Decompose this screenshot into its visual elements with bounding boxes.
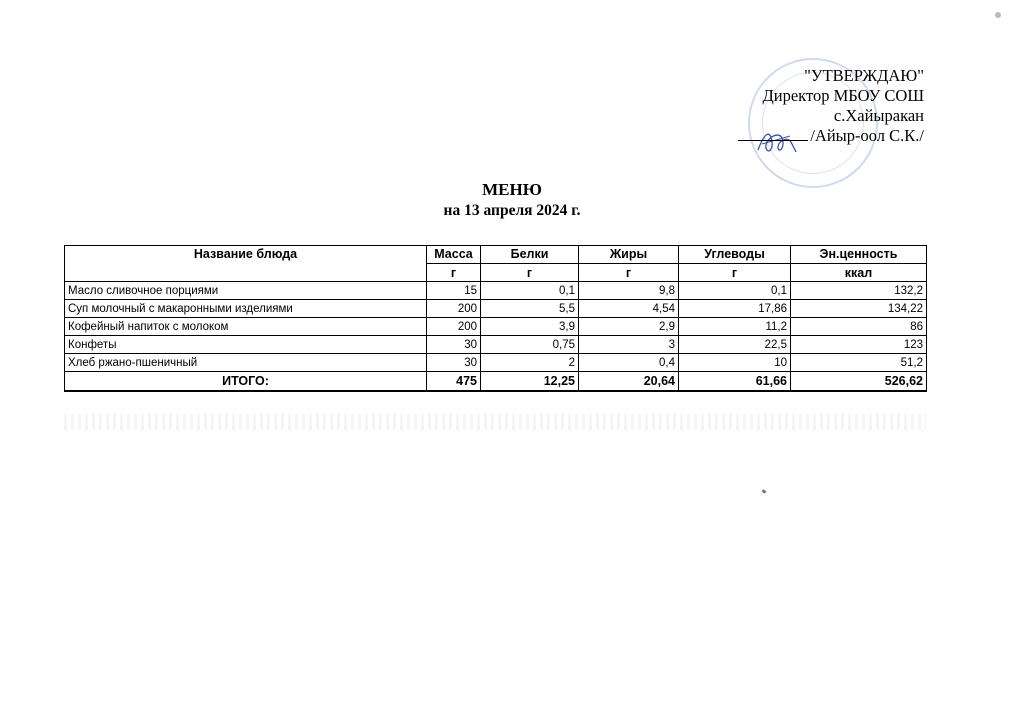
dish-protein: 2 xyxy=(481,354,579,372)
dish-protein: 0,1 xyxy=(481,282,579,300)
dish-protein: 3,9 xyxy=(481,318,579,336)
scan-texture xyxy=(64,414,926,430)
approval-signature-line xyxy=(738,126,924,146)
unit-mass: г xyxy=(427,264,481,282)
table-row xyxy=(65,318,927,336)
header-dish-name: Название блюда xyxy=(65,246,427,282)
unit-protein: г xyxy=(481,264,579,282)
dish-mass: 30 xyxy=(427,336,481,354)
table-row xyxy=(65,354,927,372)
total-label: ИТОГО: xyxy=(65,372,427,392)
menu-table xyxy=(64,245,927,392)
dish-energy: 132,2 xyxy=(791,282,927,300)
approval-name: /Айыр-оол С.К./ xyxy=(810,126,924,145)
dish-carbs: 22,5 xyxy=(679,336,791,354)
total-protein: 12,25 xyxy=(481,372,579,392)
dish-mass: 15 xyxy=(427,282,481,300)
dish-name: Масло сливочное порциями xyxy=(65,282,427,300)
dish-energy: 86 xyxy=(791,318,927,336)
dish-fat: 2,9 xyxy=(579,318,679,336)
page-subtitle: на 13 апреля 2024 г. xyxy=(443,202,581,219)
dish-mass: 200 xyxy=(427,300,481,318)
approval-heading: "УТВЕРЖДАЮ" xyxy=(804,66,924,85)
header-carbs: Углеводы xyxy=(679,246,791,264)
header-mass: Масса xyxy=(427,246,481,264)
total-row xyxy=(65,372,927,392)
dish-name: Суп молочный с макаронными изделиями xyxy=(65,300,427,318)
page-title: МЕНЮ xyxy=(482,180,542,199)
scan-mark xyxy=(762,489,767,494)
dish-energy: 123 xyxy=(791,336,927,354)
approval-location: с.Хайыракан xyxy=(833,106,924,125)
dish-protein: 5,5 xyxy=(481,300,579,318)
header-fat: Жиры xyxy=(579,246,679,264)
approval-block xyxy=(738,66,924,146)
header-protein: Белки xyxy=(481,246,579,264)
dish-carbs: 10 xyxy=(679,354,791,372)
scan-speck xyxy=(995,12,1001,18)
dish-carbs: 17,86 xyxy=(679,300,791,318)
dish-fat: 9,8 xyxy=(579,282,679,300)
table-row xyxy=(65,336,927,354)
dish-mass: 200 xyxy=(427,318,481,336)
dish-name: Хлеб ржано-пшеничный xyxy=(65,354,427,372)
total-mass: 475 xyxy=(427,372,481,392)
dish-carbs: 0,1 xyxy=(679,282,791,300)
table-header-row xyxy=(65,246,927,264)
dish-energy: 134,22 xyxy=(791,300,927,318)
dish-name: Конфеты xyxy=(65,336,427,354)
unit-carbs: г xyxy=(679,264,791,282)
dish-mass: 30 xyxy=(427,354,481,372)
table-row xyxy=(65,282,927,300)
total-energy: 526,62 xyxy=(791,372,927,392)
signature-underline xyxy=(738,126,808,141)
total-fat: 20,64 xyxy=(579,372,679,392)
unit-energy: ккал xyxy=(791,264,927,282)
table-row xyxy=(65,300,927,318)
total-carbs: 61,66 xyxy=(679,372,791,392)
dish-fat: 0,4 xyxy=(579,354,679,372)
header-energy: Эн.ценность xyxy=(791,246,927,264)
dish-protein: 0,75 xyxy=(481,336,579,354)
dish-carbs: 11,2 xyxy=(679,318,791,336)
unit-fat: г xyxy=(579,264,679,282)
dish-fat: 3 xyxy=(579,336,679,354)
dish-energy: 51,2 xyxy=(791,354,927,372)
dish-fat: 4,54 xyxy=(579,300,679,318)
dish-name: Кофейный напиток с молоком xyxy=(65,318,427,336)
approval-position: Директор МБОУ СОШ xyxy=(762,86,924,105)
